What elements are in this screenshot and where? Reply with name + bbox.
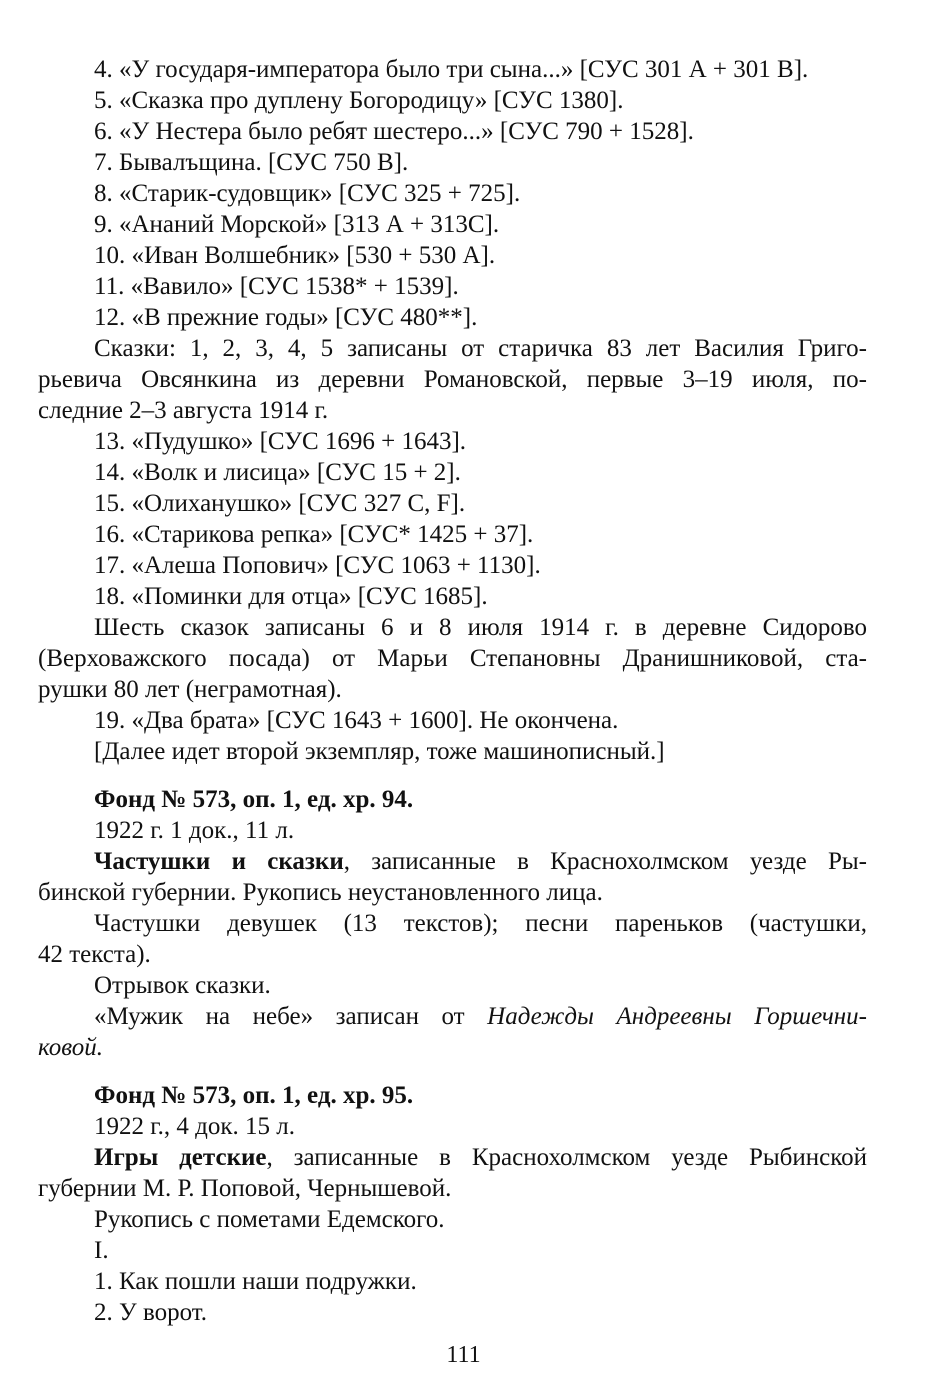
fond-desc	[94, 1001, 867, 1032]
list-item: 1. Как пошли наши подружки.	[94, 1268, 417, 1295]
section-heading	[94, 784, 413, 815]
fond-heading: Фонд № 573, оп. 1, ед. хр. 95.	[94, 1082, 414, 1109]
fond-title-bold: Частушки и сказки	[94, 848, 344, 875]
list-item: 14. «Волк и лисица» [СУС 15 + 2].	[94, 459, 461, 486]
fond-desc: Отрывок сказки.	[94, 972, 271, 999]
list-item: 13. «Пудушко» [СУС 1696 + 1643].	[94, 428, 467, 455]
fond-desc-italic-cont: ковой.	[38, 1034, 104, 1061]
list-item: 17. «Алеша Попович» [СУС 1063 + 1130].	[94, 552, 541, 579]
list-item: 19. «Два брата» [СУС 1643 + 1600]. Не окончена.	[94, 707, 619, 734]
fond-title	[94, 846, 867, 877]
list-item: 16. «Старикова репка» [СУС* 1425 + 37].	[94, 521, 534, 548]
fond-desc: Частушки девушек (13 текстов); песни пареньков (частушки,	[94, 910, 867, 937]
list-item: 7. Бывалъщина. [СУС 750 В].	[94, 149, 409, 176]
page-number: 111	[446, 1342, 481, 1368]
note-paragraph: Шесть сказок записаны 6 и 8 июля 1914 г. в деревне Сидорово	[94, 614, 867, 641]
fond-title-bold: Игры детские	[94, 1144, 267, 1171]
list-item: 10. «Иван Волшебник» [530 + 530 А].	[94, 242, 496, 269]
fond-heading: Фонд № 573, оп. 1, ед. хр. 94.	[94, 786, 414, 813]
note-paragraph: рушки 80 лет (неграмотная).	[38, 676, 342, 703]
list-item: 5. «Сказка про дуплену Богородицу» [СУС 1380].	[94, 87, 624, 114]
list-item: 12. «В прежние годы» [СУС 480**].	[94, 304, 478, 331]
note-paragraph: следние 2–3 августа 1914 г.	[38, 397, 329, 424]
roman-numeral: I.	[94, 1237, 109, 1264]
fond-meta: 1922 г. 1 док., 11 л.	[94, 817, 295, 844]
note-paragraph: (Верховажского посада) от Марьи Степановны Дранишниковой, ста-	[38, 645, 867, 672]
fond-desc: Рукопись с пометами Едемского.	[94, 1206, 445, 1233]
list-item: 15. «Олиханушко» [СУС 327 С, F].	[94, 490, 466, 517]
section-heading	[94, 1080, 413, 1111]
fond-desc-plain: «Мужик на небе» записан от	[94, 1003, 488, 1030]
fond-title	[94, 1142, 867, 1173]
list-item: 6. «У Нестера было ребят шестеро...» [СУС 790 + 1528].	[94, 118, 694, 145]
note-paragraph: рьевича Овсянкина из деревни Романовской, первые 3–19 июля, по-	[38, 366, 867, 393]
fond-title-rest: , записанные в Краснохолмском уезде Рыбинской	[266, 1144, 867, 1171]
fond-desc-italic: Надежды Андреевны Горшечни-	[487, 1003, 867, 1030]
list-item: 4. «У государя-императора было три сына...» [СУС 301 А + 301 В].	[94, 56, 809, 83]
note-paragraph: Сказки: 1, 2, 3, 4, 5 записаны от старичка 83 лет Василия Григо-	[94, 335, 867, 362]
fond-title-cont: бинской губернии. Рукопись неустановленного лица.	[38, 879, 603, 906]
list-item: 8. «Старик-судовщик» [СУС 325 + 725].	[94, 180, 521, 207]
fond-desc-cont	[38, 1032, 103, 1063]
list-item: 18. «Поминки для отца» [СУС 1685].	[94, 583, 488, 610]
list-item: 9. «Ананий Морской» [313 А + 313С].	[94, 211, 500, 238]
list-item: 11. «Вавило» [СУС 1538* + 1539].	[94, 273, 459, 300]
fond-desc-cont: 42 текста).	[38, 941, 151, 968]
fond-title-cont: губернии М. Р. Поповой, Чернышевой.	[38, 1175, 452, 1202]
fond-title-rest: , записанные в Краснохолмском уезде Ры-	[343, 848, 867, 875]
list-item: 2. У ворот.	[94, 1299, 208, 1326]
note-paragraph: [Далее идет второй экземпляр, тоже машинописный.]	[94, 738, 665, 765]
fond-meta: 1922 г., 4 док. 15 л.	[94, 1113, 296, 1140]
